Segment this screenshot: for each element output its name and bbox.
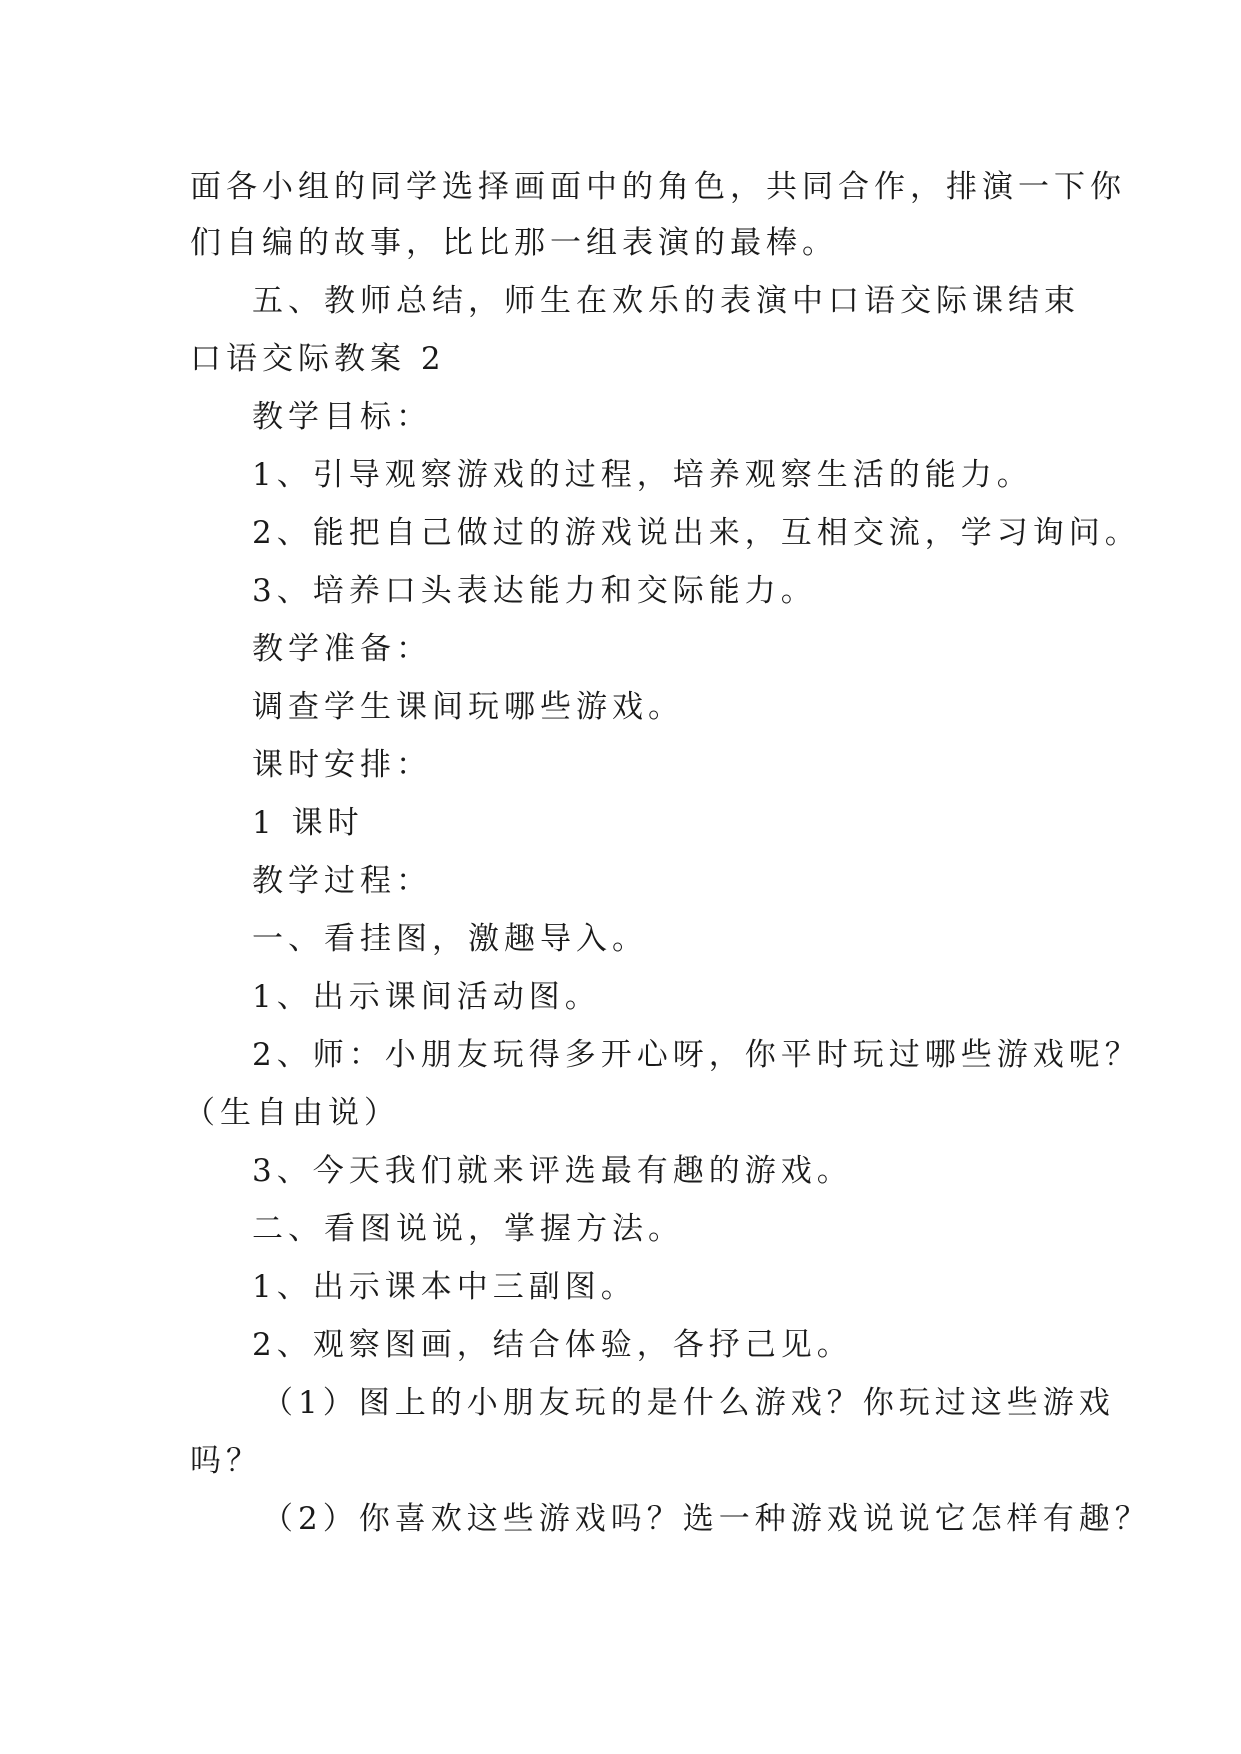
- text-line: 1、引导观察游戏的过程，培养观察生活的能力。: [252, 457, 1033, 493]
- label-process: 教学过程：: [252, 863, 432, 899]
- text-line: 1 课时: [252, 805, 364, 841]
- text-line: 面各小组的同学选择画面中的角色，共同合作，排演一下你: [190, 169, 1126, 205]
- text-line: 吗？: [190, 1443, 262, 1479]
- text-line: 们自编的故事，比比那一组表演的最棒。: [190, 225, 838, 261]
- text-line: 2、观察图画，结合体验，各抒己见。: [252, 1327, 853, 1363]
- text-line: 一、看挂图，激趣导入。: [252, 921, 648, 957]
- document-title: 口语交际教案 2: [190, 341, 446, 377]
- text-line: 2、师：小朋友玩得多开心呀，你平时玩过哪些游戏呢？: [252, 1037, 1141, 1073]
- text-line: （2）你喜欢这些游戏吗？选一种游戏说说它怎样有趣？: [262, 1501, 1151, 1537]
- text-line: 1、出示课间活动图。: [252, 979, 601, 1015]
- label-preparation: 教学准备：: [252, 631, 432, 667]
- section-heading: 五、教师总结，师生在欢乐的表演中口语交际课结束: [252, 283, 1080, 319]
- text-line: 2、能把自己做过的游戏说出来，互相交流，学习询问。: [252, 515, 1141, 551]
- text-line: （1）图上的小朋友玩的是什么游戏？你玩过这些游戏: [262, 1385, 1115, 1421]
- text-line: 调查学生课间玩哪些游戏。: [252, 689, 684, 725]
- text-line: 3、培养口头表达能力和交际能力。: [252, 573, 817, 609]
- label-objectives: 教学目标：: [252, 399, 432, 435]
- text-line: 3、今天我们就来评选最有趣的游戏。: [252, 1153, 853, 1189]
- text-line: （生自由说）: [184, 1095, 400, 1131]
- text-line: 1、出示课本中三副图。: [252, 1269, 637, 1305]
- label-schedule: 课时安排：: [252, 747, 432, 783]
- text-line: 二、看图说说，掌握方法。: [252, 1211, 684, 1247]
